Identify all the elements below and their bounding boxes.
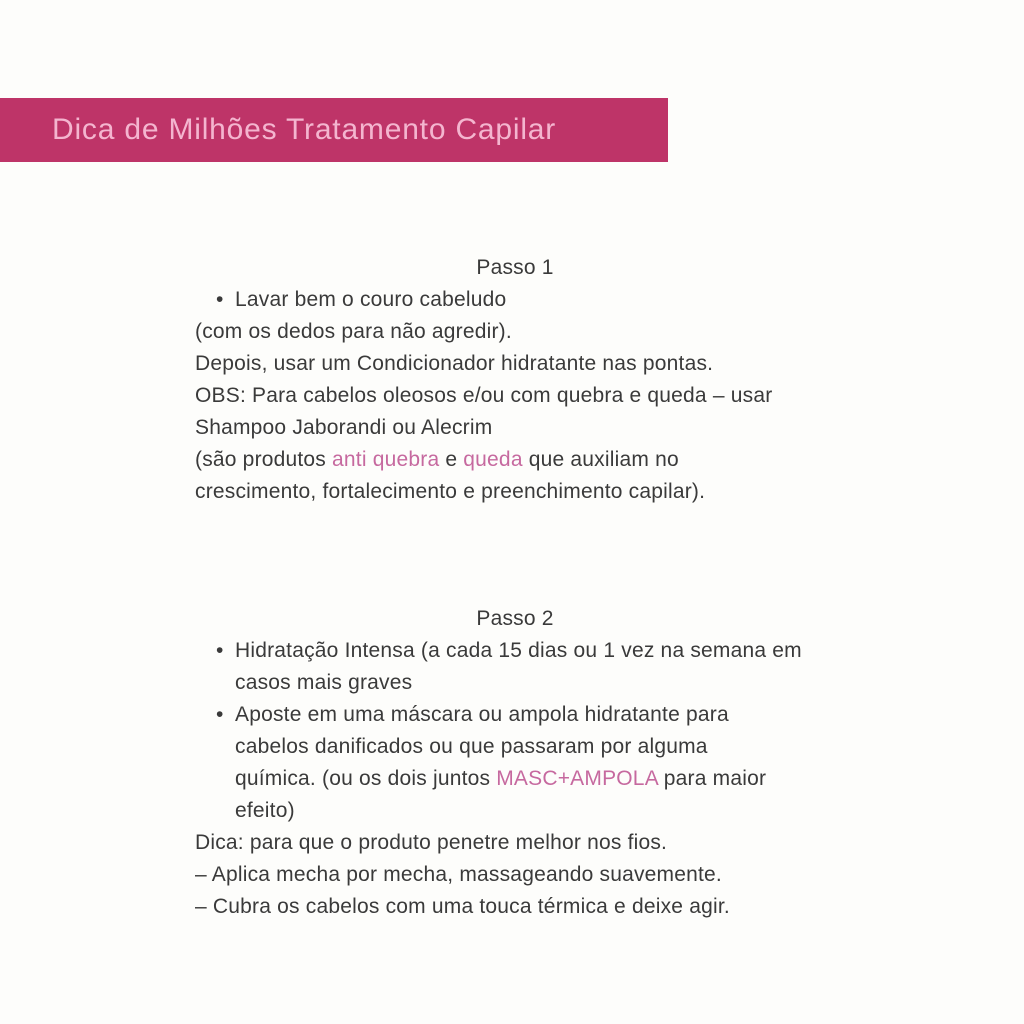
text-line — [195, 827, 835, 859]
body-text: cabelos danificados ou que passaram por alguma — [235, 735, 708, 758]
text-line — [195, 476, 835, 508]
body-text: – Cubra os cabelos com uma touca térmica e deixe agir. — [195, 895, 730, 918]
body-text: Lavar bem o couro cabeludo — [235, 288, 507, 311]
section-heading-passo-2: Passo 2 — [476, 607, 554, 630]
accent-text: MASC+AMPOLA — [496, 767, 658, 790]
text-line — [195, 699, 835, 731]
body-text: (com os dedos para não agredir). — [195, 320, 512, 343]
text-line — [195, 891, 835, 923]
text-line — [195, 412, 835, 444]
accent-text: anti quebra — [332, 448, 440, 471]
body-text: Aposte em uma máscara ou ampola hidratante para — [235, 703, 729, 726]
text-line — [195, 348, 835, 380]
text-line — [195, 731, 835, 763]
body-text: crescimento, fortalecimento e preenchimento capilar). — [195, 480, 706, 503]
accent-text: queda — [463, 448, 523, 471]
page-title: Dica de Milhões Tratamento Capilar — [52, 113, 557, 146]
body-text: – Aplica mecha por mecha, massageando suavemente. — [195, 863, 722, 886]
body-content — [195, 252, 835, 923]
section-heading-passo-1: Passo 1 — [476, 256, 554, 279]
body-text: e — [439, 448, 464, 471]
body-text: Hidratação Intensa (a cada 15 dias ou 1 vez na semana em — [235, 639, 802, 662]
text-line — [195, 444, 835, 476]
title-banner — [0, 98, 668, 162]
text-line — [195, 635, 835, 667]
body-text: efeito) — [235, 799, 295, 822]
text-line — [195, 380, 835, 412]
text-line — [195, 795, 835, 827]
text-line — [195, 763, 835, 795]
body-text: OBS: Para cabelos oleosos e/ou com quebra e queda – usar — [195, 384, 773, 407]
text-line — [195, 859, 835, 891]
body-text: química. (ou os dois juntos — [235, 767, 497, 790]
body-text: casos mais graves — [235, 671, 413, 694]
section-passo-1 — [195, 252, 835, 508]
body-text: (são produtos — [195, 448, 333, 471]
section-passo-2 — [195, 603, 835, 923]
body-text: Shampoo Jaborandi ou Alecrim — [195, 416, 493, 439]
text-line — [195, 316, 835, 348]
body-text: Depois, usar um Condicionador hidratante nas pontas. — [195, 352, 714, 375]
body-text: Dica: para que o produto penetre melhor nos fios. — [195, 831, 668, 854]
body-text: para maior — [657, 767, 767, 790]
body-text: que auxiliam no — [522, 448, 679, 471]
text-line — [195, 667, 835, 699]
text-line — [195, 284, 835, 316]
